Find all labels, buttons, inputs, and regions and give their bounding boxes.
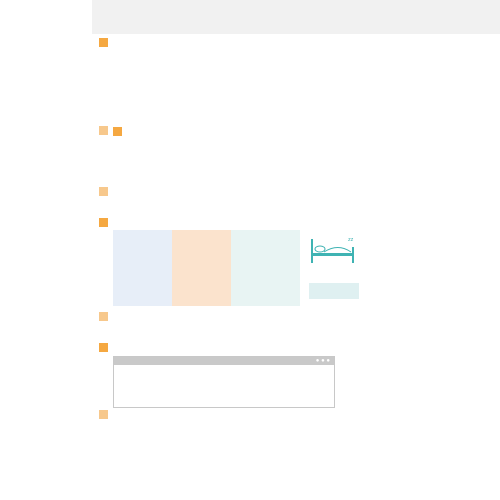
phrase-column-activities [231, 230, 300, 306]
svg-text:zz: zz [348, 237, 354, 243]
crossword-grid[interactable] [230, 38, 390, 138]
task-1b-box [99, 126, 108, 135]
window-dots-icon: ● ● ● [315, 358, 330, 364]
task-ref-box [113, 127, 122, 136]
task-3a-box [99, 343, 108, 352]
bed-illustration [308, 233, 358, 267]
task-2b-box [99, 312, 108, 321]
task-1b-instruction [113, 127, 122, 136]
task-1a-box [99, 38, 108, 47]
invitation-window [113, 356, 335, 408]
task-1c-box [99, 187, 108, 196]
task-2a-box [99, 218, 108, 227]
page-header [92, 0, 500, 34]
phrase-column-places [113, 230, 172, 306]
window-title-bar [114, 357, 334, 365]
example-answer-box [309, 283, 359, 299]
invitation-run-text [114, 365, 334, 371]
phrase-column-modals [172, 230, 231, 306]
task-3b-box [99, 410, 108, 419]
